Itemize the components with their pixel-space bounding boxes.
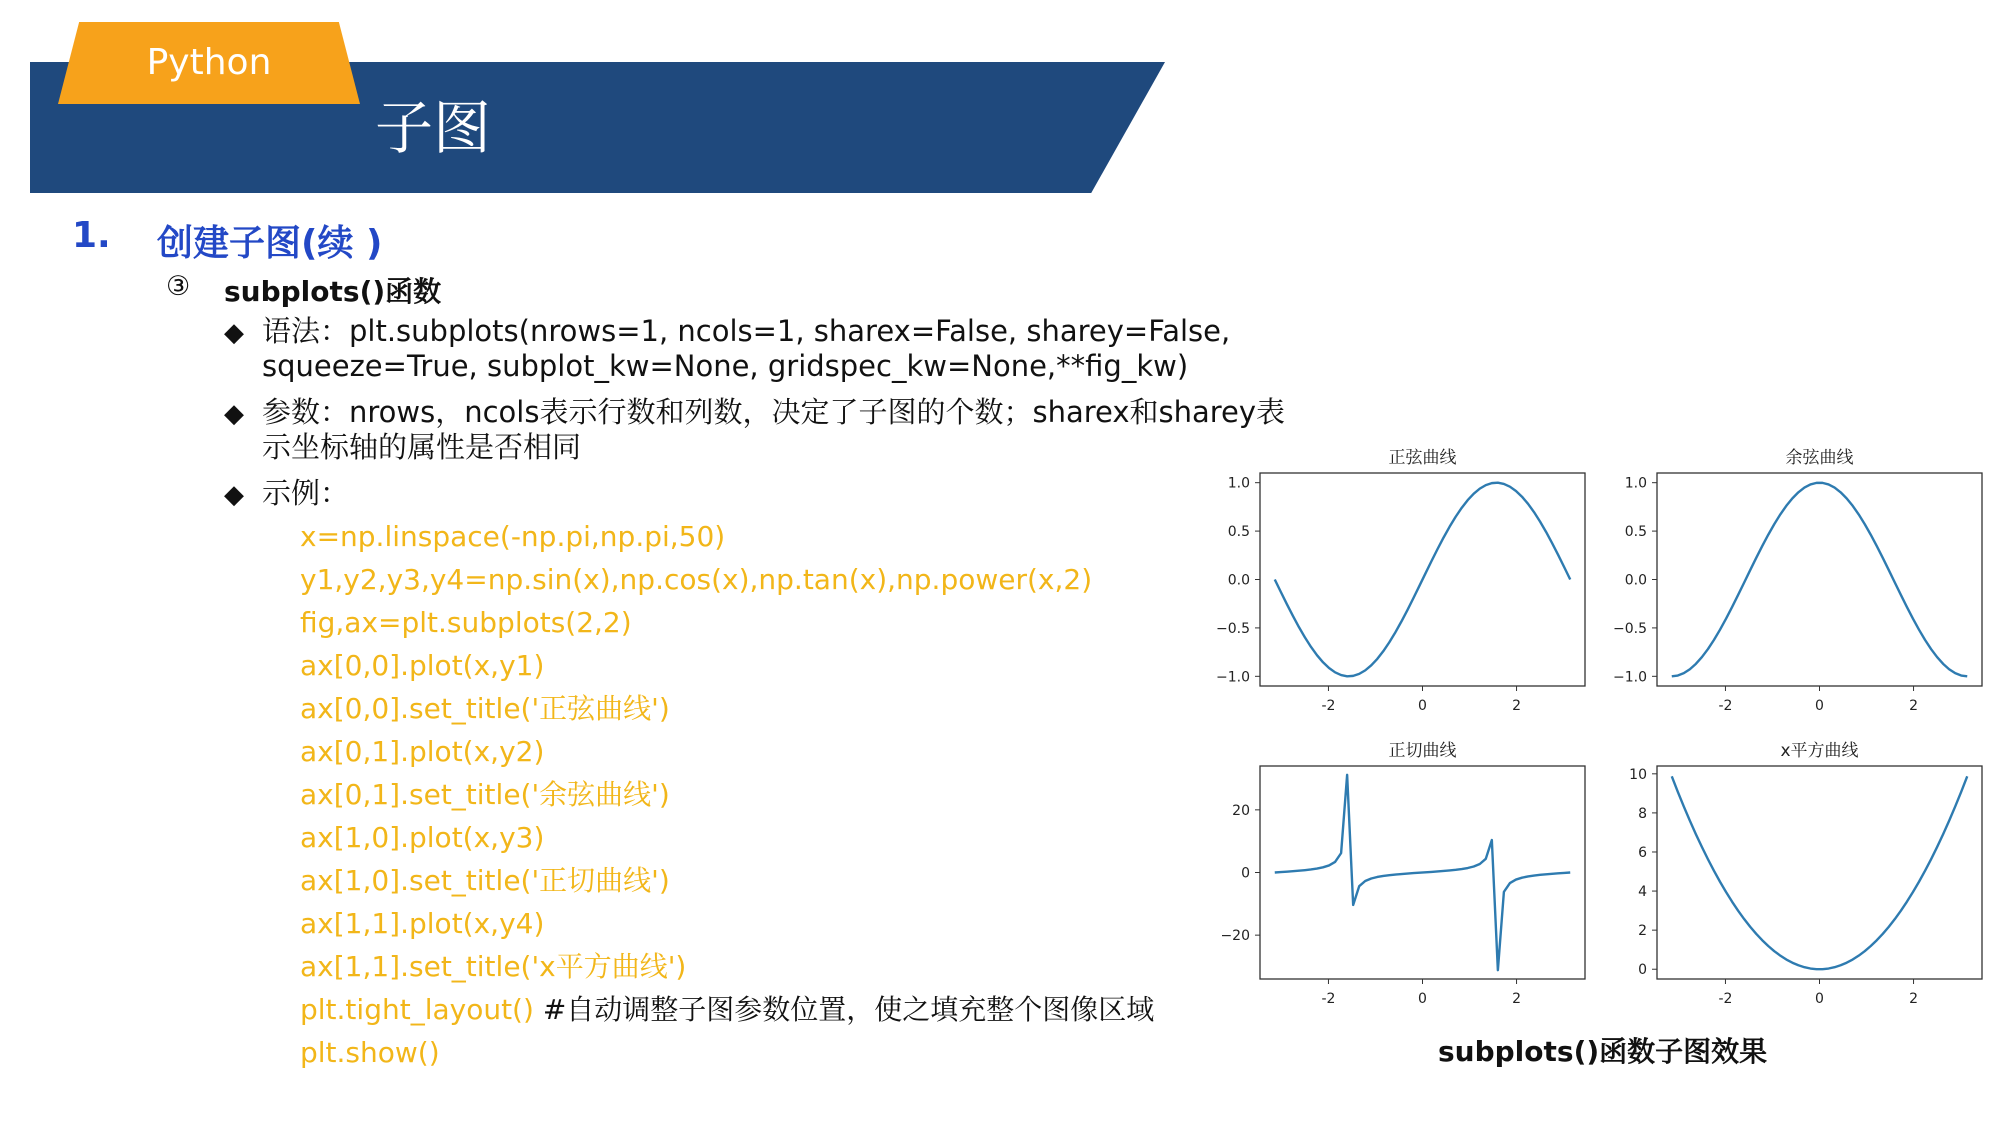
series-line [1672, 776, 1967, 969]
section-number: 1. [72, 215, 111, 256]
subplot-axes-frame [1657, 473, 1982, 686]
y-tick-label: −0.5 [1216, 620, 1250, 637]
bullet-syntax-line1: 语法：plt.subplots(nrows=1, ncols=1, sharex=False, sharey=False, [262, 314, 1231, 348]
figure-caption: subplots()函数子图效果 [1438, 1035, 1768, 1068]
code-line: y1,y2,y3,y4=np.sin(x),np.cos(x),np.tan(x),np.power(x,2) [300, 563, 1093, 596]
x-tick-label: -2 [1718, 698, 1733, 714]
subsection-marker: ③ [166, 271, 191, 302]
bullet-syntax-line2: squeeze=True, subplot_kw=None, gridspec_kw=None,**fig_kw) [262, 349, 1189, 383]
x-tick-label: 0 [1815, 991, 1824, 1007]
code-line: ax[0,1].plot(x,y2) [300, 735, 545, 768]
subplot-title: 正弦曲线 [1388, 448, 1457, 468]
bullet-params-line1: 参数：nrows，ncols表示行数和列数，决定了子图的个数；sharex和sharey表 [262, 395, 1286, 429]
code-line: ax[0,0].plot(x,y1) [300, 649, 545, 682]
y-tick-label: 1.0 [1624, 475, 1647, 492]
bullet-marker-example: ◆ [224, 480, 244, 510]
x-tick-label: 2 [1512, 991, 1522, 1007]
y-tick-label: 0 [1241, 865, 1250, 882]
code-comment: #自动调整子图参数位置，使之填充整个图像区域 [542, 993, 1155, 1026]
x-tick-label: -2 [1321, 991, 1336, 1007]
y-tick-label: −1.0 [1216, 669, 1250, 686]
y-tick-label: 4 [1638, 884, 1647, 901]
code-line: ax[0,1].set_title('余弦曲线') [300, 778, 670, 811]
y-tick-label: 10 [1629, 766, 1647, 783]
x-tick-label: 2 [1909, 698, 1919, 714]
x-tick-label: 2 [1909, 991, 1919, 1007]
x-tick-label: 2 [1512, 698, 1522, 714]
subplot-title: 正切曲线 [1388, 741, 1457, 761]
code-line: x=np.linspace(-np.pi,np.pi,50) [300, 520, 726, 553]
code-line: ax[1,0].plot(x,y3) [300, 821, 545, 854]
y-tick-label: 2 [1638, 923, 1647, 940]
code-line: ax[1,1].plot(x,y4) [300, 907, 545, 940]
series-line [1672, 483, 1967, 676]
series-line [1275, 483, 1570, 677]
subplot-title: 余弦曲线 [1785, 448, 1854, 468]
y-tick-label: 0 [1638, 962, 1647, 979]
header-tab-label: Python [146, 42, 272, 83]
code-line-tight-layout [300, 993, 1154, 1027]
code-tight-layout: plt.tight_layout() [300, 993, 543, 1026]
y-tick-label: 6 [1638, 844, 1647, 861]
y-tick-label: 20 [1232, 802, 1250, 819]
y-tick-label: 0.0 [1624, 572, 1647, 589]
y-tick-label: 0.0 [1227, 572, 1250, 589]
y-tick-label: 1.0 [1227, 475, 1250, 492]
subplot-axes-frame [1657, 766, 1982, 979]
y-tick-label: 8 [1638, 805, 1647, 822]
bullet-marker-syntax: ◆ [224, 318, 244, 348]
code-line: plt.show() [300, 1036, 440, 1069]
code-line: ax[0,0].set_title('正弦曲线') [300, 692, 670, 725]
series-line [1275, 775, 1570, 970]
section-title: 创建子图(续 ) [157, 223, 383, 264]
bullet-params-line2: 示坐标轴的属性是否相同 [262, 430, 582, 464]
bullet-marker-params: ◆ [224, 399, 244, 429]
y-tick-label: −20 [1220, 928, 1250, 945]
subsection-title: subplots()函数 [224, 275, 442, 308]
y-tick-label: 0.5 [1624, 524, 1647, 541]
x-tick-label: 0 [1815, 698, 1824, 714]
x-tick-label: 0 [1418, 698, 1427, 714]
x-tick-label: -2 [1718, 991, 1733, 1007]
y-tick-label: 0.5 [1227, 524, 1250, 541]
x-tick-label: -2 [1321, 698, 1336, 714]
y-tick-label: −1.0 [1613, 669, 1647, 686]
code-line: fig,ax=plt.subplots(2,2) [300, 606, 632, 639]
y-tick-label: −0.5 [1613, 620, 1647, 637]
x-tick-label: 0 [1418, 991, 1427, 1007]
code-line: ax[1,1].set_title('x平方曲线') [300, 950, 687, 983]
slide-title: 子图 [375, 94, 492, 162]
bullet-example-label: 示例： [262, 476, 350, 510]
subplots-figure [1190, 433, 1990, 1023]
subplot-title: x平方曲线 [1780, 741, 1859, 761]
code-line: ax[1,0].set_title('正切曲线') [300, 864, 670, 897]
